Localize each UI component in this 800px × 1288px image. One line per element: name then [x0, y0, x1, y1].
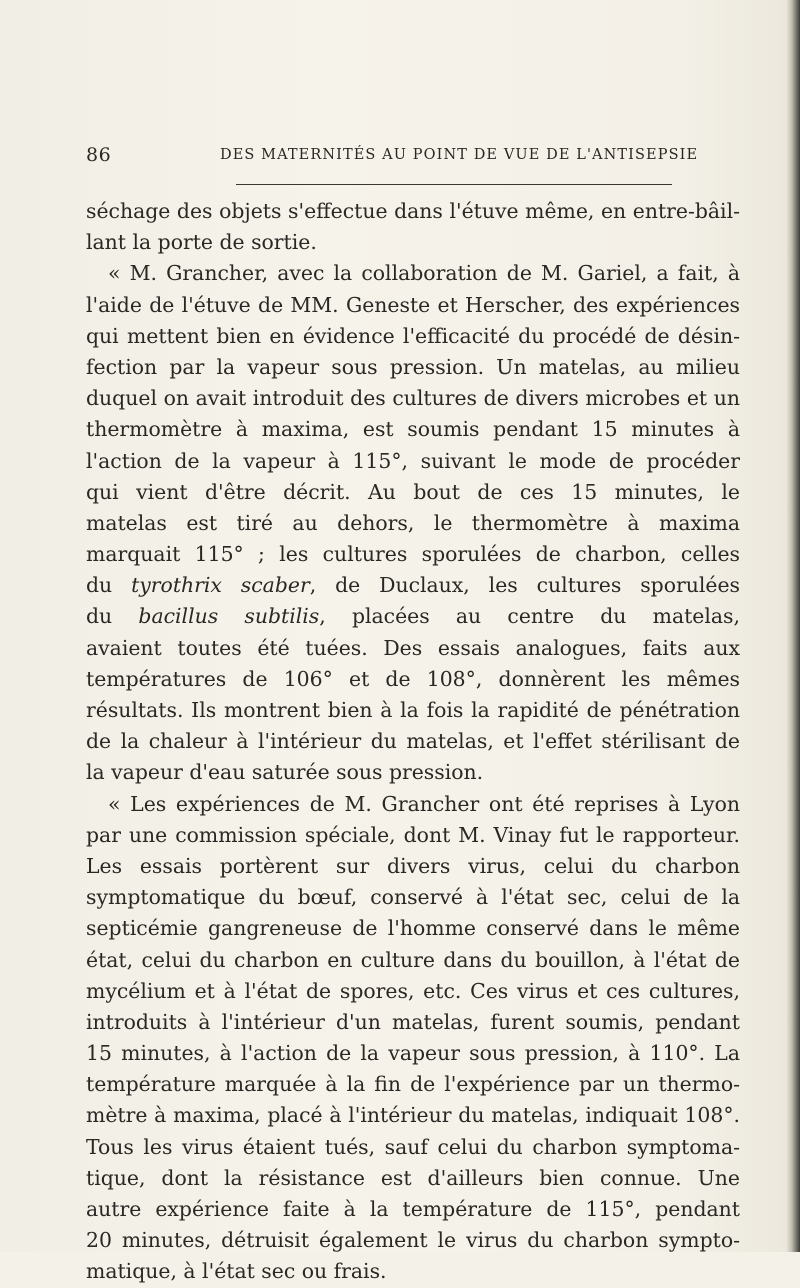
- text-line: lant la porte de sortie.: [86, 230, 317, 255]
- text-fragment: du: [86, 604, 139, 629]
- text-line: l'aide de l'étuve de MM. Geneste et Herscher, des expériences: [86, 292, 740, 317]
- text-line: symptomatique du bœuf, conservé à l'état sec, celui de la: [86, 885, 740, 910]
- text-line: séchage des objets s'effectue dans l'étuve même, en entre-bâil-: [86, 199, 740, 223]
- text-line: 15 minutes, à l'action de la vapeur sous pression, à 110°. La: [86, 1041, 740, 1066]
- text-line: « M. Grancher, avec la collaboration de M. Gariel, a fait, à: [108, 261, 740, 286]
- text-line: thermomètre à maxima, est soumis pendant 15 minutes à: [86, 417, 740, 442]
- text-line: la vapeur d'eau saturée sous pression.: [86, 760, 484, 785]
- text-line: état, celui du charbon en culture dans du bouillon, à l'état de: [86, 947, 740, 972]
- text-line: avaient toutes été tuées. Des essais analogues, faits aux: [86, 635, 740, 660]
- text-line: autre expérience faite à la température de 115°, pendant: [86, 1197, 740, 1221]
- text-line: « Les expériences de M. Grancher ont été reprises à Lyon: [108, 791, 740, 816]
- italic-species-name: bacillus subtilis: [138, 604, 320, 629]
- text-line: qui mettent bien en évidence l'efficacité du procédé de désin-: [86, 323, 740, 348]
- text-line: tique, dont la résistance est d'ailleurs bien connue. Une: [86, 1165, 740, 1190]
- text-line: fection par la vapeur sous pression. Un matelas, au milieu: [86, 354, 740, 379]
- text-fragment: , de Duclaux, les cultures sporulées: [309, 573, 740, 598]
- text-line: Tous les virus étaient tués, sauf celui du charbon symptoma-: [86, 1134, 740, 1159]
- text-fragment: du: [86, 573, 132, 598]
- text-line: duquel on avait introduit des cultures de divers microbes et un: [86, 386, 740, 411]
- text-line: matelas est tiré au dehors, le thermomètre à maxima: [86, 510, 740, 535]
- text-fragment: , placées au centre du matelas,: [319, 604, 740, 629]
- text-line: mycélium et à l'état de spores, etc. Ces virus et ces cultures,: [86, 978, 740, 1003]
- text-line: qui vient d'être décrit. Au bout de ces 15 minutes, le: [86, 479, 740, 504]
- text-line: [86, 601, 740, 632]
- text-line: de la chaleur à l'intérieur du matelas, et l'effet stérilisant de: [86, 729, 740, 754]
- text-line: résultats. Ils montrent bien à la fois la rapidité de pénétration: [86, 698, 740, 722]
- running-title: DES MATERNITÉS AU POINT DE VUE DE L'ANTISEPSIE: [220, 147, 699, 163]
- text-line: 20 minutes, détruisit également le virus du charbon sympto-: [86, 1228, 740, 1253]
- page-number: 86: [86, 144, 112, 166]
- text-line: par une commission spéciale, dont M. Vinay fut le rapporteur.: [86, 822, 740, 847]
- text-line: température marquée à la fin de l'expérience par un thermo-: [86, 1072, 740, 1097]
- header-rule: [236, 184, 672, 185]
- text-line: [86, 570, 740, 601]
- italic-species-name: tyrothrix scaber: [131, 573, 310, 598]
- body-text: [86, 196, 740, 1288]
- text-line: mètre à maxima, placé à l'intérieur du matelas, indiquait 108°.: [86, 1103, 740, 1128]
- page-binding-edge: [786, 0, 800, 1252]
- text-line: Les essais portèrent sur divers virus, celui du charbon: [86, 853, 740, 878]
- text-line: septicémie gangreneuse de l'homme conservé dans le même: [86, 916, 740, 941]
- text-line: matique, à l'état sec ou frais.: [86, 1259, 387, 1284]
- text-line: introduits à l'intérieur d'un matelas, furent soumis, pendant: [86, 1009, 740, 1034]
- text-line: températures de 106° et de 108°, donnèrent les mêmes: [86, 666, 740, 691]
- text-line: l'action de la vapeur à 115°, suivant le mode de procéder: [86, 448, 740, 473]
- running-head: [86, 144, 726, 170]
- text-line: marquait 115° ; les cultures sporulées de charbon, celles: [86, 542, 740, 567]
